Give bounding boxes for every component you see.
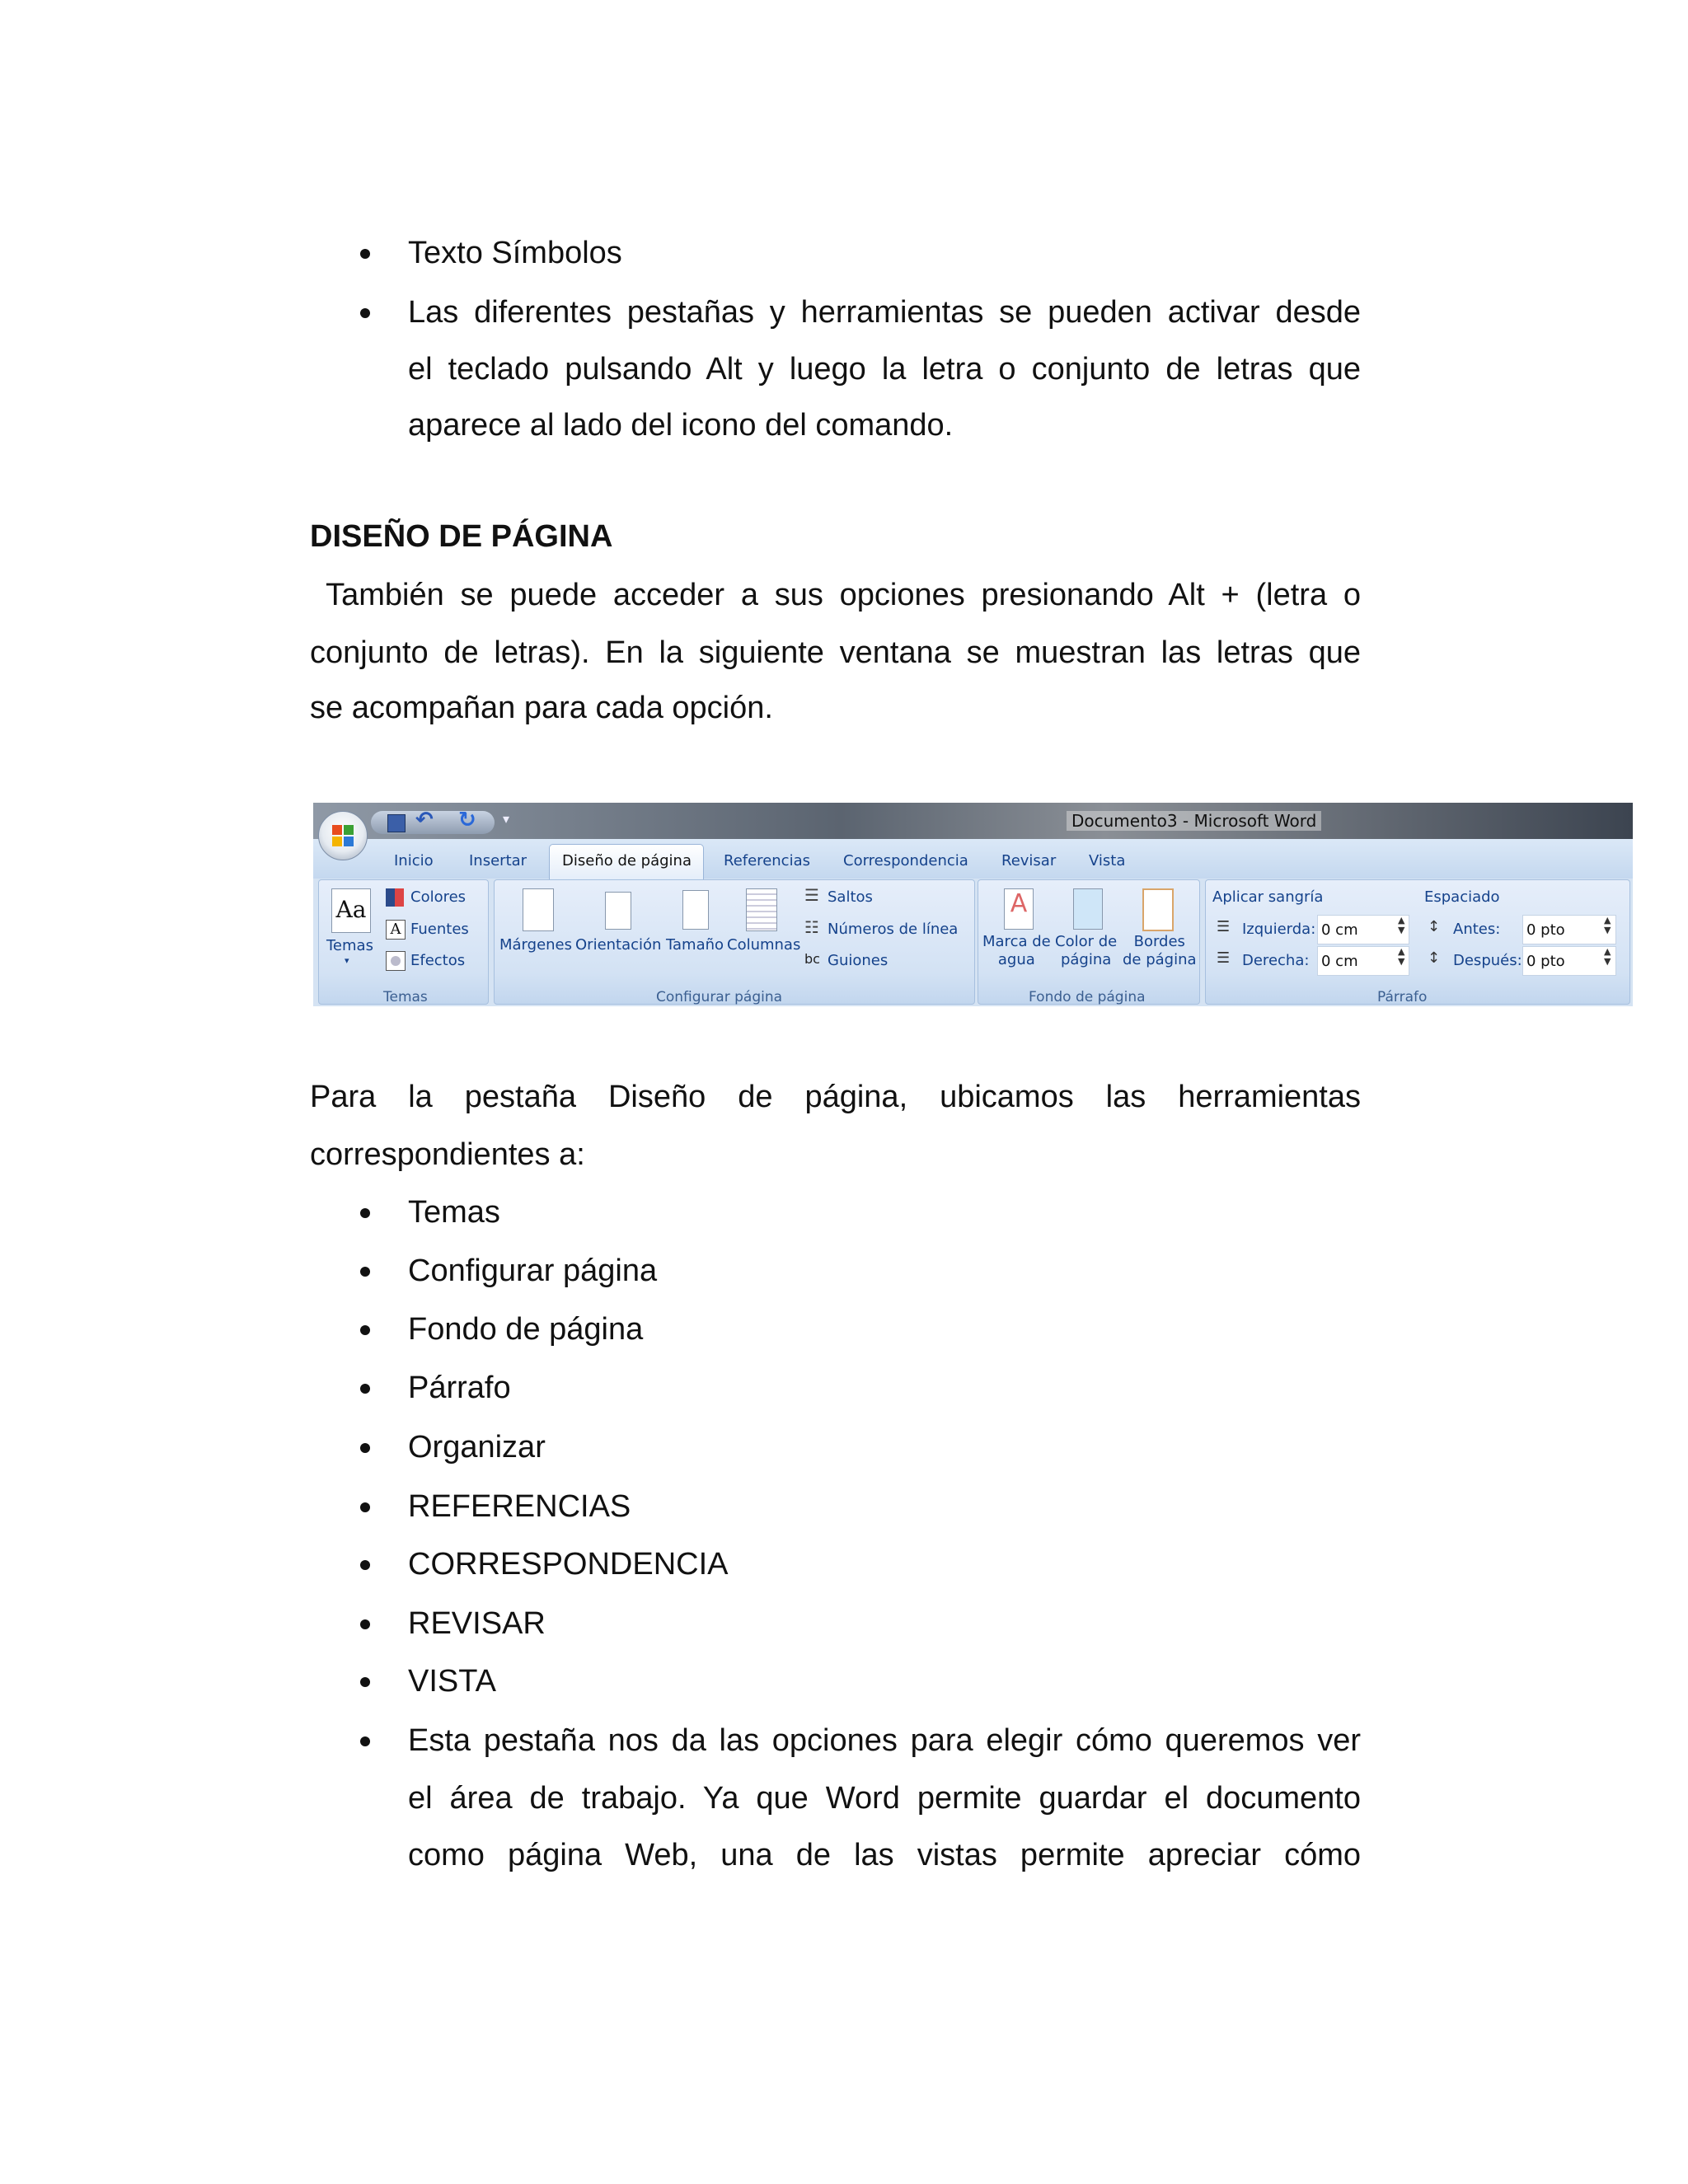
- despues-input[interactable]: 0 pto: [1522, 946, 1616, 976]
- margenes-icon[interactable]: [523, 888, 554, 931]
- bullet: [360, 308, 370, 318]
- section-heading: DISEÑO DE PÁGINA: [310, 519, 613, 554]
- tamano-button[interactable]: Tamaño: [666, 936, 724, 954]
- text-line: Para la pestaña Diseño de página, ubicamos las herramientas: [310, 1080, 1361, 1114]
- numeros-de-linea-button[interactable]: Números de línea: [828, 921, 959, 938]
- izquierda-label: Izquierda:: [1242, 921, 1316, 938]
- bullet: [360, 249, 370, 259]
- temas-icon[interactable]: Aa: [331, 888, 371, 933]
- izquierda-spinner[interactable]: ▲ ▼: [1398, 915, 1405, 935]
- dropdown-arrow-icon: ▾: [345, 955, 349, 966]
- text-line: correspondientes a:: [310, 1137, 585, 1172]
- colores-button[interactable]: Colores: [410, 888, 467, 906]
- izquierda-input[interactable]: 0 cm: [1317, 915, 1409, 944]
- guiones-button[interactable]: Guiones: [828, 952, 889, 969]
- indent-right-icon: ☰: [1217, 949, 1231, 967]
- tab-revisar[interactable]: Revisar: [1001, 852, 1057, 869]
- button-label-line: de página: [1123, 951, 1197, 968]
- derecha-spinner[interactable]: ▲ ▼: [1398, 946, 1405, 967]
- bullet-text: Texto Símbolos: [408, 236, 622, 270]
- list-item: REFERENCIAS: [408, 1489, 631, 1524]
- group-label: Párrafo: [1377, 989, 1428, 1005]
- indent-left-icon: ☰: [1217, 918, 1231, 935]
- text-line: como página Web, una de las vistas permite apreciar cómo: [408, 1838, 1361, 1872]
- orientacion-icon[interactable]: [605, 892, 631, 930]
- columnas-icon[interactable]: [746, 888, 777, 931]
- bullet: [360, 1736, 370, 1746]
- columnas-button[interactable]: Columnas: [727, 936, 801, 954]
- office-button[interactable]: [318, 811, 368, 860]
- bullet: [360, 1619, 370, 1629]
- margenes-button[interactable]: Márgenes: [499, 936, 573, 954]
- redo-icon[interactable]: ↻: [458, 808, 476, 832]
- fuentes-button[interactable]: Fuentes: [410, 921, 469, 938]
- spacing-after-icon: ↕: [1428, 949, 1441, 967]
- text-line: el área de trabajo. Ya que Word permite guardar el documento: [408, 1781, 1361, 1816]
- text-line: el teclado pulsando Alt y luego la letra o conjunto de letras que: [408, 352, 1361, 387]
- button-label-line: Color de: [1055, 933, 1118, 950]
- marca-de-agua-button[interactable]: [982, 933, 1051, 969]
- efectos-icon: [386, 951, 406, 971]
- colores-icon: [386, 888, 404, 907]
- button-label-line: página: [1060, 951, 1112, 968]
- temas-button[interactable]: Temas: [326, 937, 373, 954]
- list-item: REVISAR: [408, 1606, 546, 1641]
- undo-icon[interactable]: ↶: [415, 808, 434, 832]
- bordes-de-pagina-button[interactable]: [1123, 933, 1197, 969]
- bullet: [360, 1502, 370, 1512]
- group-label: Configurar página: [656, 989, 783, 1005]
- spacing-before-icon: ↕: [1428, 918, 1441, 935]
- list-item: Temas: [408, 1195, 500, 1230]
- fuentes-icon: A: [386, 920, 406, 940]
- tab-diseno-de-pagina[interactable]: Diseño de página: [562, 852, 692, 869]
- saltos-button[interactable]: Saltos: [828, 888, 873, 906]
- color-de-pagina-icon[interactable]: [1073, 888, 1103, 930]
- button-label-line: Marca de: [982, 933, 1051, 950]
- customize-qat-icon[interactable]: ▾: [503, 811, 510, 827]
- list-item: Párrafo: [408, 1371, 511, 1405]
- save-icon[interactable]: [387, 814, 406, 832]
- list-item: Fondo de página: [408, 1312, 644, 1347]
- numeros-de-linea-icon: ☷: [804, 917, 819, 937]
- word-ribbon-screenshot: [313, 803, 1633, 1006]
- text-line: se acompañan para cada opción.: [310, 691, 773, 725]
- text-line: aparece al lado del icono del comando.: [408, 408, 954, 443]
- saltos-icon: ☰: [804, 885, 819, 905]
- bullet: [360, 1384, 370, 1394]
- despues-spinner[interactable]: ▲ ▼: [1604, 946, 1611, 967]
- text-line: Las diferentes pestañas y herramientas se pueden activar desde: [408, 295, 1361, 330]
- tab-insertar[interactable]: Insertar: [469, 852, 528, 869]
- text-line: conjunto de letras). En la siguiente ventana se muestran las letras que: [310, 635, 1361, 670]
- list-item: Organizar: [408, 1430, 546, 1465]
- bullet: [360, 1267, 370, 1277]
- derecha-input[interactable]: 0 cm: [1317, 946, 1409, 976]
- list-item: VISTA: [408, 1664, 496, 1699]
- title-bar: [313, 803, 1633, 839]
- antes-spinner[interactable]: ▲ ▼: [1604, 915, 1611, 935]
- antes-input[interactable]: 0 pto: [1522, 915, 1616, 944]
- espaciado-label: Espaciado: [1424, 888, 1500, 906]
- bullet: [360, 1443, 370, 1453]
- list-item: Configurar página: [408, 1254, 658, 1288]
- orientacion-button[interactable]: Orientación: [575, 936, 662, 954]
- despues-label: Después:: [1453, 952, 1522, 969]
- group-label: Fondo de página: [1029, 989, 1146, 1005]
- efectos-button[interactable]: Efectos: [410, 952, 466, 969]
- text-line: También se puede acceder a sus opciones presionando Alt + (letra o: [310, 578, 1361, 612]
- tab-vista[interactable]: Vista: [1089, 852, 1126, 869]
- bullet: [360, 1560, 370, 1570]
- button-label-line: agua: [997, 951, 1035, 968]
- derecha-label: Derecha:: [1242, 952, 1310, 969]
- color-de-pagina-button[interactable]: [1055, 933, 1117, 969]
- tab-inicio[interactable]: Inicio: [394, 852, 434, 869]
- tab-correspondencia[interactable]: Correspondencia: [843, 852, 968, 869]
- aplicar-sangria-label: Aplicar sangría: [1212, 888, 1324, 906]
- tab-referencias[interactable]: Referencias: [724, 852, 810, 869]
- bullet: [360, 1677, 370, 1687]
- text-line: Esta pestaña nos da las opciones para elegir cómo queremos ver: [408, 1723, 1361, 1758]
- bullet: [360, 1208, 370, 1218]
- group-label: Temas: [383, 989, 428, 1005]
- window-title: Documento3 - Microsoft Word: [1067, 811, 1321, 831]
- tamano-icon[interactable]: [682, 890, 709, 930]
- antes-label: Antes:: [1453, 921, 1501, 938]
- bullet: [360, 1325, 370, 1335]
- guiones-icon: bc: [804, 951, 820, 967]
- marca-de-agua-icon[interactable]: A: [1004, 888, 1034, 930]
- button-label-line: Bordes: [1133, 933, 1185, 950]
- bordes-de-pagina-icon[interactable]: [1142, 888, 1174, 931]
- list-item: CORRESPONDENCIA: [408, 1547, 729, 1582]
